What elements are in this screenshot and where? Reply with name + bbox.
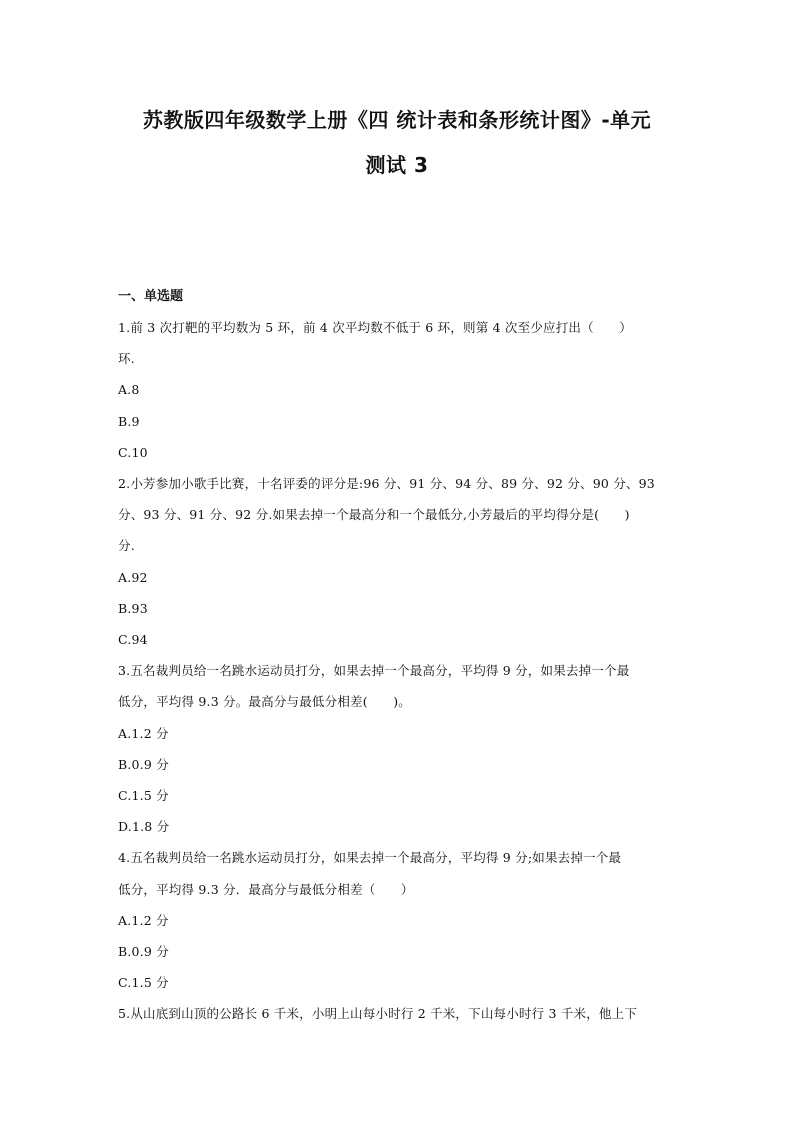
document-title-line-1: 苏教版四年级数学上册《四 统计表和条形统计图》-单元 <box>142 108 652 132</box>
option-line: B.0.9 分 <box>118 944 169 960</box>
option-line: A.1.2 分 <box>118 912 169 928</box>
option-line: C.94 <box>118 632 148 648</box>
option-line: C.1.5 分 <box>118 975 169 991</box>
text-line: 3.五名裁判员给一名跳水运动员打分，如果去掉一个最高分，平均得 9 分，如果去掉一个最 <box>118 663 630 679</box>
option-line: A.8 <box>118 382 140 398</box>
section-heading: 一、单选题 <box>118 289 184 304</box>
text-line: 低分，平均得 9.3 分。最高分与最低分相差( )。 <box>118 694 411 710</box>
text-line: 5.从山底到山顶的公路长 6 千米，小明上山每小时行 2 千米，下山每小时行 3 千米，他上下 <box>118 1006 638 1022</box>
option-line: C.1.5 分 <box>118 788 169 804</box>
document-body <box>118 281 678 1030</box>
option-line: D.1.8 分 <box>118 819 170 835</box>
text-line: 4.五名裁判员给一名跳水运动员打分，如果去掉一个最高分，平均得 9 分;如果去掉一个最 <box>118 850 622 866</box>
text-line: 分. <box>118 538 135 554</box>
text-line: 低分，平均得 9.3 分．最高分与最低分相差（ ） <box>118 881 414 897</box>
text-line: 环. <box>118 351 135 367</box>
option-line: B.0.9 分 <box>118 756 169 772</box>
text-line: 1.前 3 次打靶的平均数为 5 环，前 4 次平均数不低于 6 环，则第 4 次至少应打出（ ） <box>118 320 632 335</box>
option-line: C.10 <box>118 444 148 460</box>
option-line: B.9 <box>118 413 140 429</box>
text-line: 分、93 分、91 分、92 分.如果去掉一个最高分和一个最低分,小芳最后的平均得分是( ) <box>118 507 630 523</box>
option-line: B.93 <box>118 600 148 616</box>
text-line: 2.小芳参加小歌手比赛，十名评委的评分是:96 分、91 分、94 分、89 分、92 分、90 分、93 <box>118 476 655 492</box>
document-title-line-2: 测试 3 <box>365 153 429 177</box>
option-line: A.1.2 分 <box>118 725 169 741</box>
option-line: A.92 <box>118 569 148 585</box>
